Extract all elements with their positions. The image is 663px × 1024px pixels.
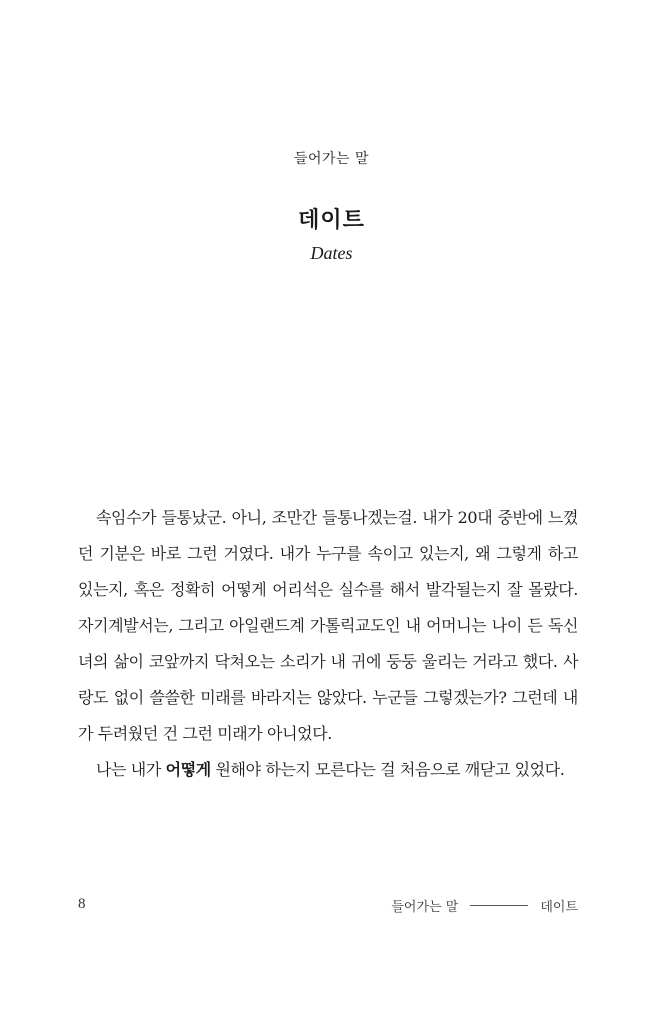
- running-section: 들어가는 말: [391, 900, 459, 915]
- chapter-title: 데이트: [298, 208, 365, 233]
- emphasis-text: 어떻게: [165, 760, 211, 779]
- paragraph-1: 속임수가 들통났군. 아니, 조만간 들통나겠는걸. 내가 20대 중반에 느꼈던 기분은 바로 그런 거였다. 내가 누구를 속이고 있는지, 왜 그렇게 하고 있는지, 혹은 정확히 어떻게 어리석은 실수를 해서 발각될는지 잘 몰랐다. 자기계발서는, 그리고 아일랜드계 가톨릭교도인 내 어머니는 나이 든 독신녀의 삶이 코앞까지 닥쳐오는 소리가 내 귀에 둥둥 울리는 거라고 했다. 사랑도 없이 쓸쓸한 미래를 바라지는 않았다. 누군들 그렇겠는가? 그런데 내가 두려웠던 건 그런 미래가 아니었다.: [78, 508, 578, 743]
- paragraph-2-start: 나는 내가: [96, 760, 166, 779]
- section-label: 들어가는 말: [293, 151, 370, 167]
- paragraph-2-end: 원해야 하는지 모른다는 걸 처음으로 깨닫고 있었다.: [210, 760, 565, 779]
- body-text: [78, 500, 578, 788]
- chapter-subtitle: Dates: [310, 243, 353, 263]
- running-title: 데이트: [540, 900, 578, 915]
- paragraph-2: [78, 752, 578, 788]
- running-head: [391, 896, 578, 915]
- page-footer: [78, 896, 578, 916]
- running-divider: [470, 905, 528, 906]
- page-number: 8: [78, 896, 86, 912]
